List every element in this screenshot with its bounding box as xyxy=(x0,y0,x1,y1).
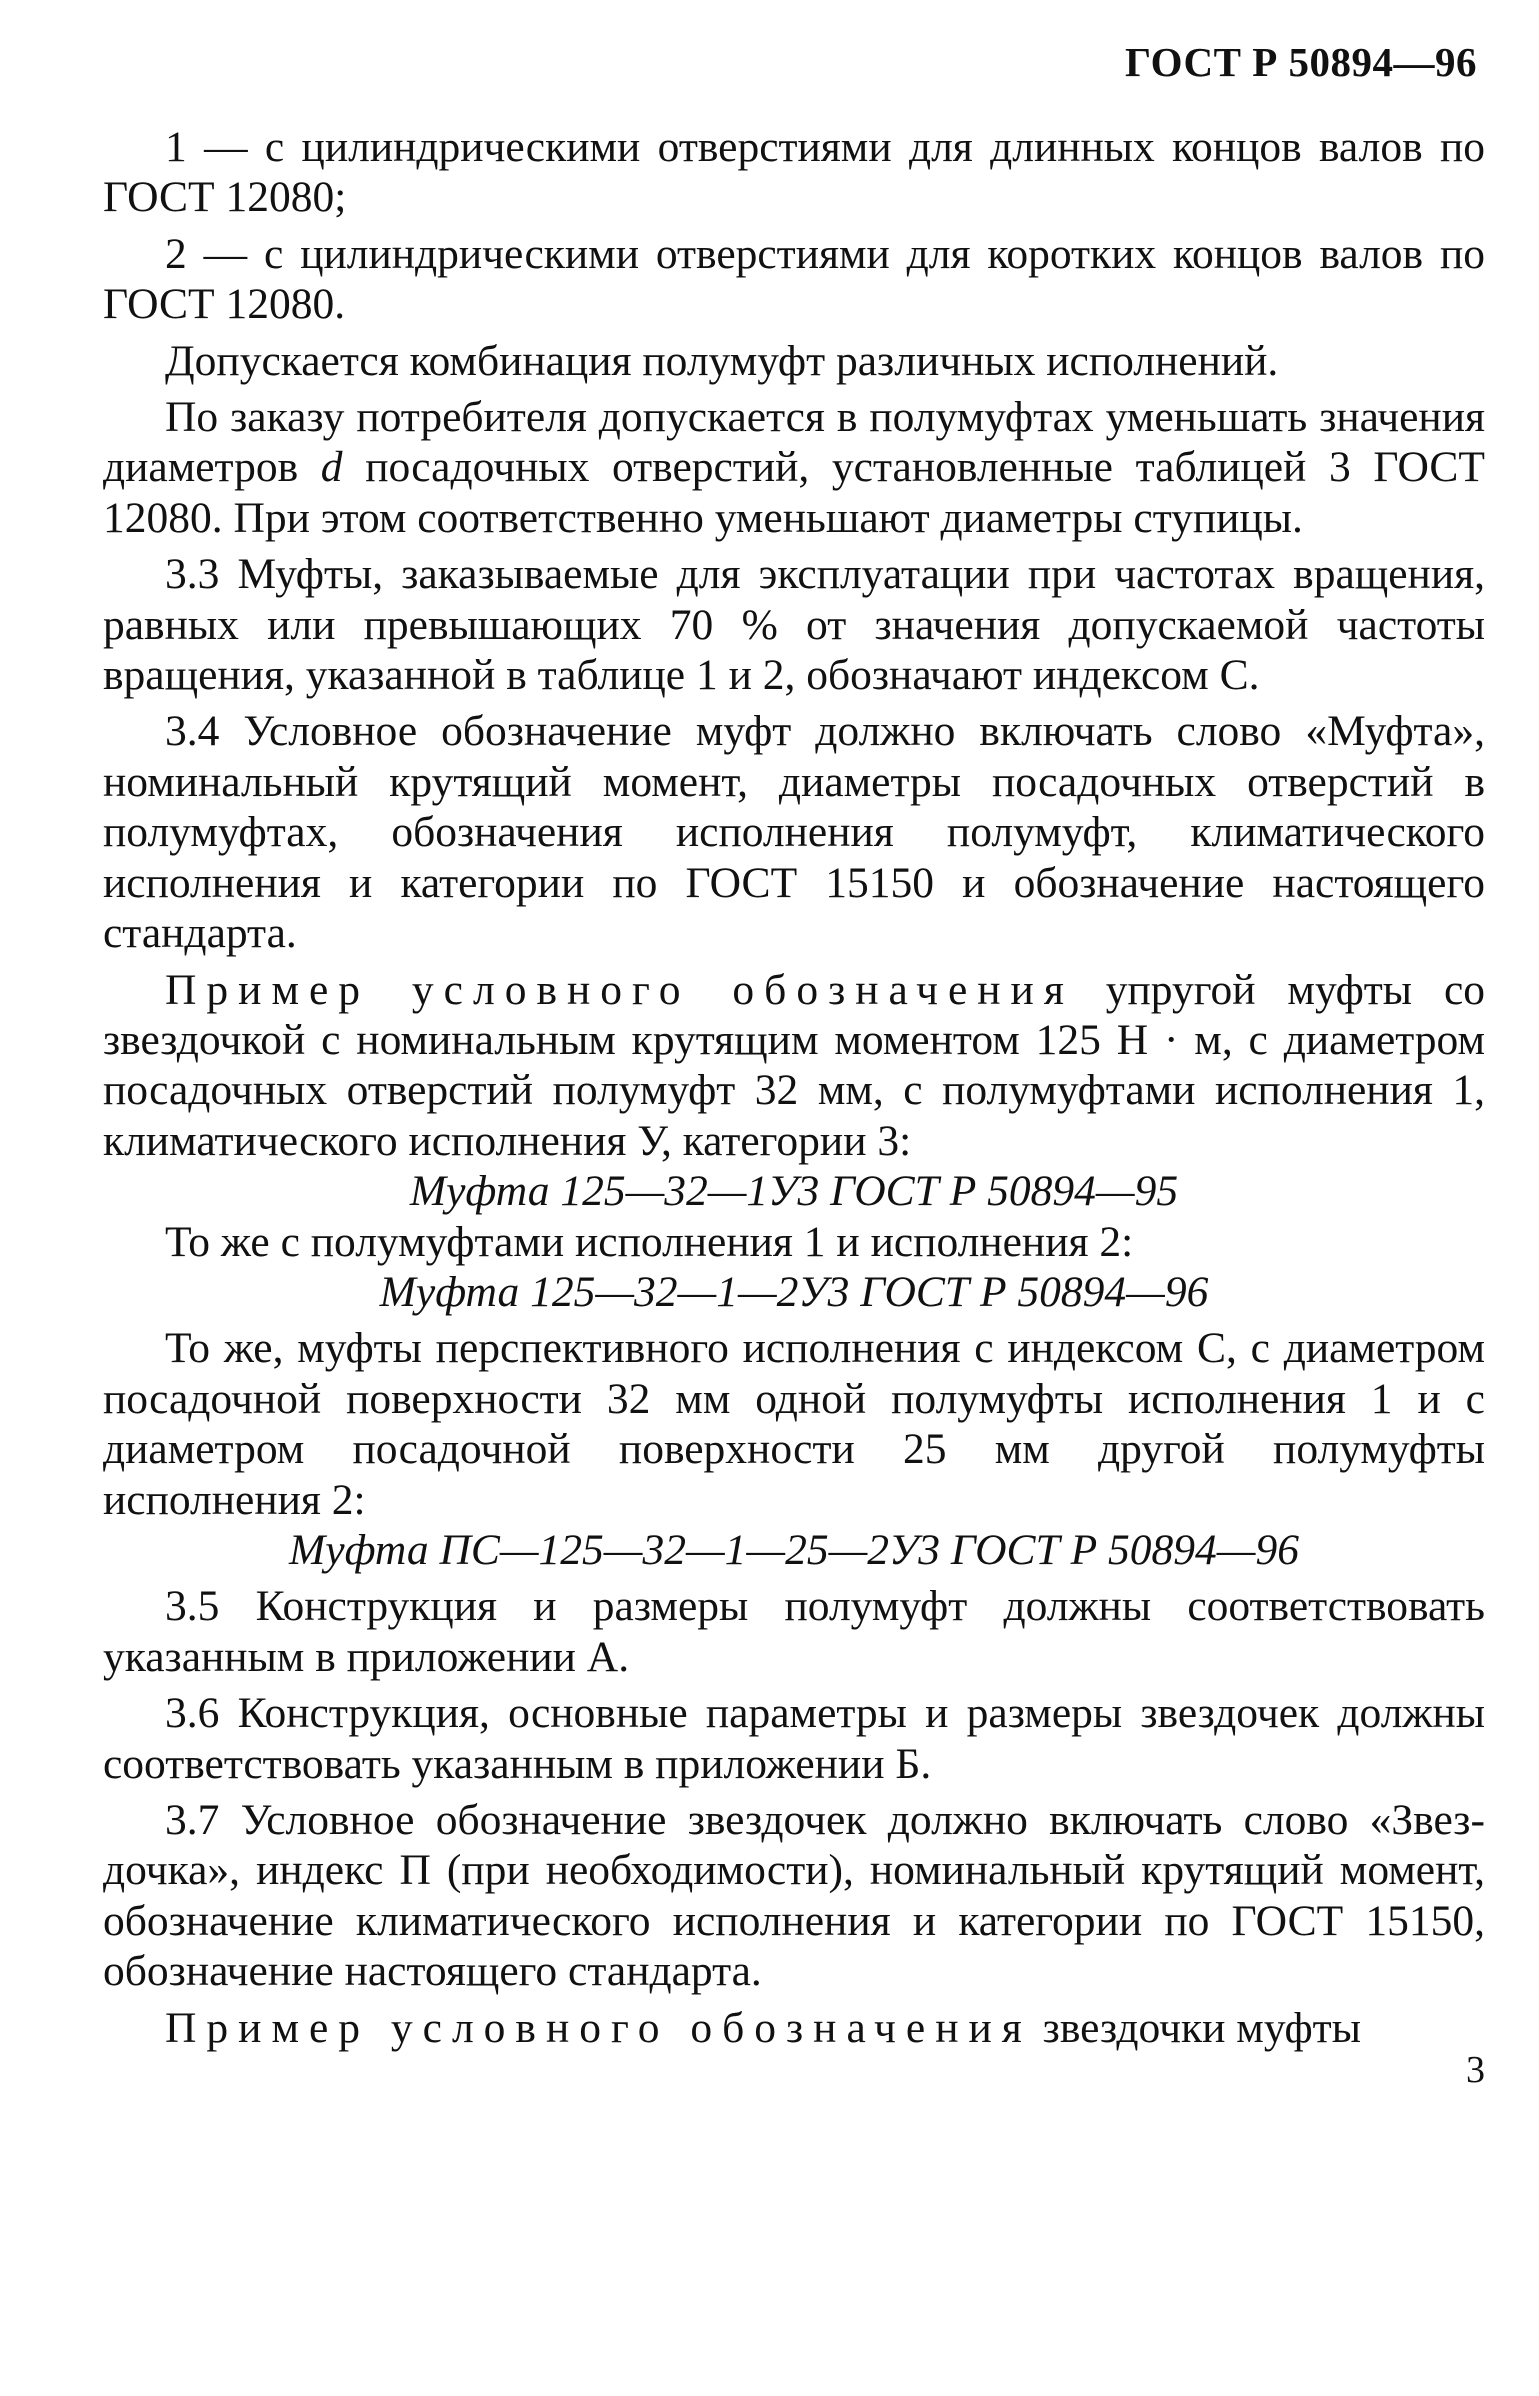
paragraph-3-6: 3.6 Конструкция, основные параметры и размеры звездочек должны соответствовать указанным в приложении Б. xyxy=(103,1689,1485,1788)
designation-formula-2: Муфта 125—32—1—2У3 ГОСТ Р 50894—96 xyxy=(379,1267,1209,1316)
example-text-2: звездочки муфты xyxy=(1031,2003,1361,2052)
example-heading-2: Пример условного обозначения xyxy=(165,2003,1032,2052)
paragraph-variant-2: 2 — с цилиндрическими отверстиями для коротких концов валов по ГОСТ 12080. xyxy=(103,229,1485,329)
example-heading: Пример условного обозначения xyxy=(165,965,1074,1014)
paragraph-variant-1: 1 — с цилиндрическими отверстиями для длинных концов валов по ГОСТ 12080; xyxy=(103,123,1485,222)
paragraph-3-3: 3.3 Муфты, заказываемые для эксплуатации при частотах вращения, равных или превышающих 70 % от значения допускаемой частоты вращения, указанной в таблице 1 и 2, обозначают индексом С. xyxy=(103,550,1485,700)
paragraph-prospective: То же, муфты перспективного исполнения с индексом С, с диаметром посадочной поверхности 32 мм одной полумуфты исполнения 1 и с диаметром посадочной поверхности 25 мм другой полумуфты исполнения 2: xyxy=(103,1324,1485,1524)
designation-formula-1: Муфта 125—32—1У3 ГОСТ Р 50894—95 xyxy=(409,1167,1179,1216)
example-text: упругой муфты со звездочкой с номинальным крутящим моментом 125 Н · м, с диаметром посадочных отверстий полумуфт 32 мм, с полумуфтами исполнения 1, климатического исполнения У, категории 3: xyxy=(103,965,1485,1165)
paragraph-combination: Допускается комбинация полумуфт различных исполнений. xyxy=(165,336,1279,385)
page-number: 3 xyxy=(1466,2049,1485,2091)
paragraph-3-5: 3.5 Конструкция и размеры полумуфт должны соответствовать указанным в приложении А. xyxy=(103,1582,1485,1681)
document-body xyxy=(103,122,1485,2053)
document-header: ГОСТ Р 50894—96 xyxy=(1125,39,1477,85)
paragraph-example-1 xyxy=(103,965,1485,1167)
designation-formula-3: Муфта ПС—125—32—1—25—2У3 ГОСТ Р 50894—96 xyxy=(289,1525,1299,1574)
paragraph-customer-order xyxy=(103,392,1485,543)
variable-d: d xyxy=(320,443,343,492)
paragraph-3-7: 3.7 Условное обозначение звездочек должно включать слово «Звездочка», индекс П (при необходимости), номинальный крутящий момент, обозначение климатического исполнения и категории по ГОСТ 15150, обозначение настоящего стандарта. xyxy=(103,1796,1485,1996)
paragraph-same-variant: То же с полумуфтами исполнения 1 и исполнения 2: xyxy=(165,1217,1134,1266)
paragraph-customer-order-post: посадочных отверстий, установленные таблицей 3 ГОСТ 12080. При этом соответственно уменьшают диаметры ступицы. xyxy=(103,443,1485,542)
paragraph-3-4: 3.4 Условное обозначение муфт должно включать слово «Муфта», номинальный крутящий момент, диаметры посадочных отверстий в полумуфтах, обозначения исполнения полумуфт, климатического исполнения и категории по ГОСТ 15150 и обозначение настоящего стандарта. xyxy=(103,707,1485,958)
paragraph-example-2 xyxy=(103,2003,1485,2053)
paragraph-customer-order-pre: По заказу потребителя допускается в полумуфтах уменьшать значения диаметров xyxy=(103,393,1485,492)
